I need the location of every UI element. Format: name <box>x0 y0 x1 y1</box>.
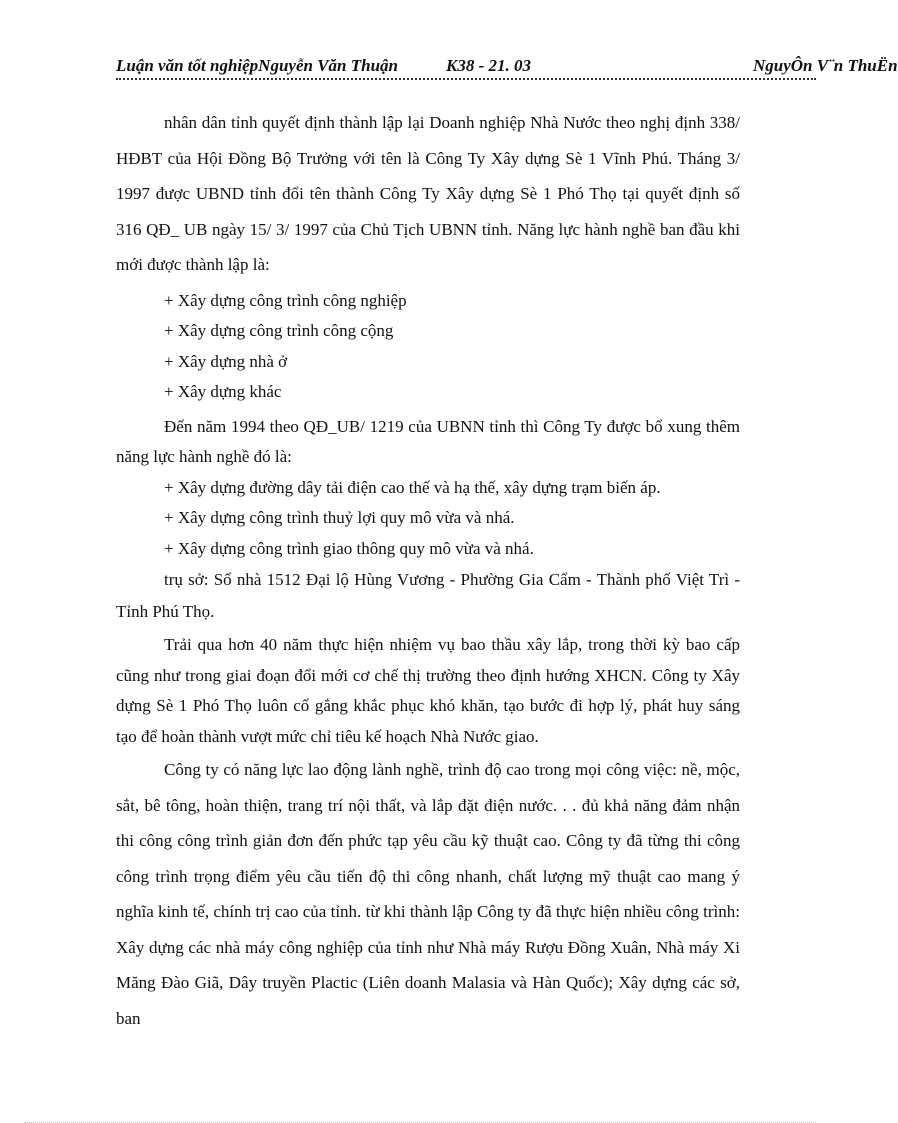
header-author: NguyÔn V¨n ThuËn <box>753 56 898 75</box>
paragraph-1994-expansion: Đến năm 1994 theo QĐ_UB/ 1219 của UBNN tỉnh thì Công Ty được bổ xung thêm năng lực hành nghề đó là: <box>116 416 740 466</box>
list-item: + Xây dựng công trình thuỷ lợi quy mô vừa và nhá. <box>164 508 515 527</box>
header-title: Luận văn tốt nghiệpNguyễn Văn Thuận <box>116 56 398 75</box>
header-divider <box>116 78 816 80</box>
list-item: + Xây dựng công trình công nghiệp <box>164 290 407 310</box>
paragraph-headquarters: trụ sở: Số nhà 1512 Đại lộ Hùng Vương - Phường Gia Cẩm - Thành phố Việt Trì - Tỉnh Phú Thọ. <box>116 570 740 621</box>
paragraph-workforce: Công ty có năng lực lao động lành nghề, trình độ cao trong mọi công việc: nề, mộc, sắt, bê tông, hoàn thiện, trang trí nội thất, và lắp đặt điện nước. . . đủ khả năng đảm nhận thi công công trình giản đơn đến phức tạp yêu cầu kỹ thuật cao. Công ty đã từng thi công công trình trọng điểm yêu cầu tiến độ thi công nhanh, chất lượng mỹ thuật cao mang ý nghĩa kinh tế, chính trị cao của tỉnh. từ khi thành lập Công ty đã thực hiện nhiều công trình: Xây dựng các nhà máy công nghiệp của tỉnh như Nhà máy Rượu Đồng Xuân, Nhà máy Xi Măng Đào Giã, Dây truyền Plactic (Liên doanh Malasia và Hàn Quốc); Xây dựng các sở, ban <box>116 760 740 1028</box>
list-item: + Xây dựng nhà ở <box>164 351 288 371</box>
list-item: + Xây dựng công trình giao thông quy mô vừa và nhá. <box>164 538 534 558</box>
list-item: + Xây dựng khác <box>164 382 282 401</box>
initial-capabilities-list <box>116 286 740 408</box>
document-body <box>116 105 740 1036</box>
page-header <box>116 54 898 78</box>
paragraph-achievements: Trải qua hơn 40 năm thực hiện nhiệm vụ bao thầu xây lắp, trong thời kỳ bao cấp cũng như trong giai đoạn đổi mới cơ chế thị trường theo định hướng XHCN. Công ty Xây dựng Sè 1 Phó Thọ luôn cố gắng khắc phục khó khăn, tạo bước đi hợp lý, phát huy sáng tạo để hoàn thành vượt mức chỉ tiêu kế hoạch Nhà Nước giao. <box>116 635 740 746</box>
paragraph-company-history: nhân dân tỉnh quyết định thành lập lại Doanh nghiệp Nhà Nước theo nghị định 338/ HĐBT của Hội Đồng Bộ Trưởng với tên là Công Ty Xây dựng Sè 1 Vĩnh Phú. Tháng 3/ 1997 được UBND tỉnh đổi tên thành Công Ty Xây dựng Sè 1 Phó Thọ tại quyết định số 316 QĐ_ UB ngày 15/ 3/ 1997 của Chủ Tịch UBNN tỉnh. Năng lực hành nghề ban đầu khi mới được thành lập là: <box>116 113 740 274</box>
list-item: + Xây dựng đường dây tải điện cao thế và hạ thế, xây dựng trạm biến áp. <box>164 477 661 497</box>
list-item: + Xây dựng công trình công cộng <box>164 321 394 340</box>
header-class-code: K38 - 21. 03 <box>446 56 531 75</box>
added-capabilities-list <box>116 473 740 565</box>
